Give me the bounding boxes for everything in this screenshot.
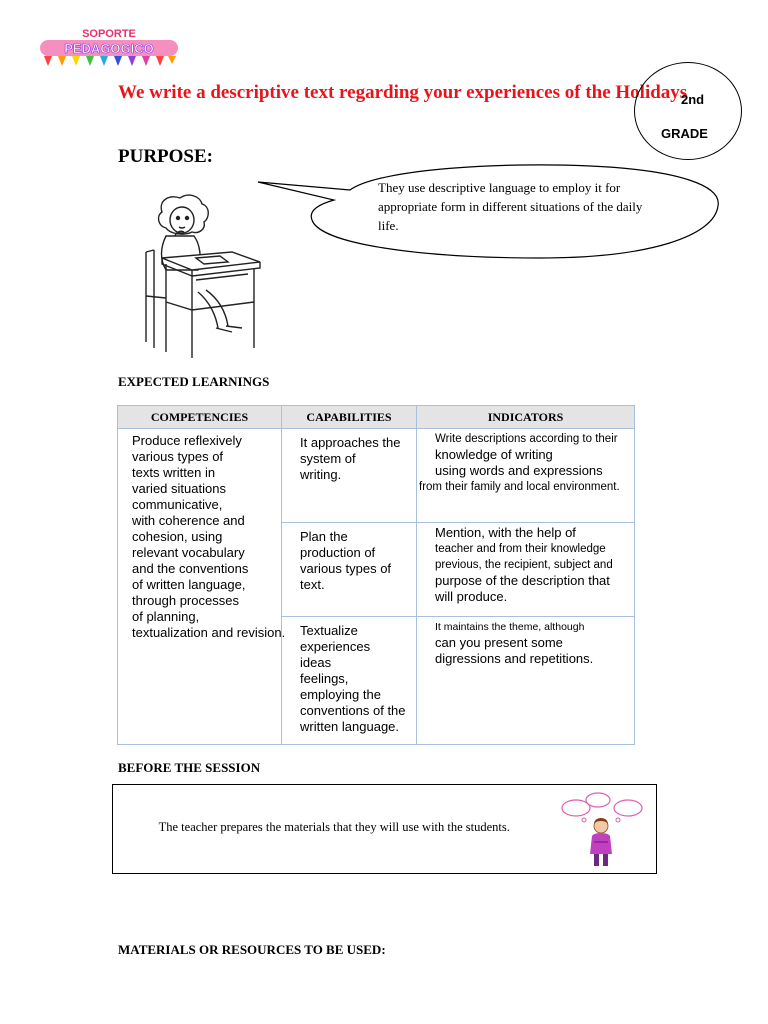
competency-line: relevant vocabulary: [132, 545, 245, 560]
capability-line: ideas: [300, 655, 332, 670]
indicator-line: Write descriptions according to their: [435, 433, 618, 445]
table-header-row: [118, 406, 635, 429]
col-header-competencies: COMPETENCIES: [118, 406, 282, 429]
indicator-line: digressions and repetitions.: [435, 651, 594, 666]
col-header-indicators: INDICATORS: [417, 406, 635, 429]
competency-line: varied situations: [132, 481, 226, 496]
learnings-table: [117, 405, 635, 745]
capability-line: It approaches the: [300, 435, 401, 450]
capability-line: feelings,: [300, 671, 349, 686]
competency-line: with coherence and: [132, 513, 245, 528]
capability-line: Plan the: [300, 529, 348, 544]
indicator-line: purpose of the description that: [435, 573, 610, 588]
capability-line: Textualize: [300, 623, 358, 638]
capability-line: text.: [300, 577, 325, 592]
capability-line: system of: [300, 451, 356, 466]
indicator-line: teacher and from their knowledge: [435, 543, 606, 555]
competency-line: and the conventions: [132, 561, 249, 576]
indicator-line: using words and expressions: [435, 463, 603, 478]
competency-line: of planning,: [132, 609, 200, 624]
competency-line: through processes: [132, 593, 239, 608]
capability-cell: [282, 429, 417, 523]
competency-line: texts written in: [132, 465, 216, 480]
indicator-line: previous, the recipient, subject and: [435, 559, 613, 571]
competency-line: cohesion, using: [132, 529, 223, 544]
indicator-line: Mention, with the help of: [435, 525, 576, 540]
capability-line: experiences: [300, 639, 371, 654]
indicator-cell: [417, 429, 635, 523]
competency-line: various types of: [132, 449, 224, 464]
svg-text:SOPORTE: SOPORTE: [82, 28, 136, 40]
expected-learnings-heading: EXPECTED LEARNINGS: [118, 374, 270, 389]
competencies-text: [118, 429, 286, 641]
grade-label: GRADE: [661, 126, 708, 141]
indicator-line: from their family and local environment.: [419, 481, 620, 493]
competencies-cell: [118, 429, 286, 745]
indicator-line: It maintains the theme, although: [435, 621, 585, 633]
before-session-heading: BEFORE THE SESSION: [118, 760, 261, 775]
thinking-teacher-illustration: [554, 790, 646, 870]
indicator-line: will produce.: [435, 589, 508, 604]
soporte-pedagogico-logo: [34, 26, 184, 68]
competency-line: communicative,: [132, 497, 223, 512]
capability-line: conventions of the: [300, 703, 406, 718]
table-row: [118, 429, 635, 523]
competency-line: textualization and revision.: [132, 625, 286, 640]
purpose-text: They use descriptive language to employ it for appropriate form in different situations of the daily life.: [378, 180, 643, 233]
competency-line: of written language,: [132, 577, 246, 592]
capability-cell: [282, 617, 417, 745]
purpose-heading: PURPOSE:: [118, 146, 213, 167]
grade-oval: [634, 62, 742, 160]
competency-line: Produce reflexively: [132, 433, 242, 448]
svg-text:PEDAGOGICO: PEDAGOGICO: [64, 41, 154, 56]
indicator-line: knowledge of writing: [435, 447, 553, 462]
indicator-line: can you present some: [435, 635, 563, 650]
materials-heading: MATERIALS OR RESOURCES TO BE USED:: [118, 942, 386, 957]
page-title: We write a descriptive text regarding your experiences of the Holidays: [118, 82, 688, 103]
capability-line: written language.: [300, 719, 400, 734]
grade-number: 2nd: [681, 92, 705, 107]
before-session-text:   The teacher prepares the materials that they will use with the students.: [146, 820, 510, 834]
indicator-cell: [417, 617, 635, 745]
capability-line: writing.: [300, 467, 342, 482]
capability-cell: [282, 523, 417, 617]
indicator-cell: [417, 523, 635, 617]
capability-line: employing the: [300, 687, 381, 702]
capability-line: various types of: [300, 561, 392, 576]
student-at-desk-illustration: [136, 192, 266, 360]
col-header-capabilities: CAPABILITIES: [282, 406, 417, 429]
capability-line: production of: [300, 545, 376, 560]
